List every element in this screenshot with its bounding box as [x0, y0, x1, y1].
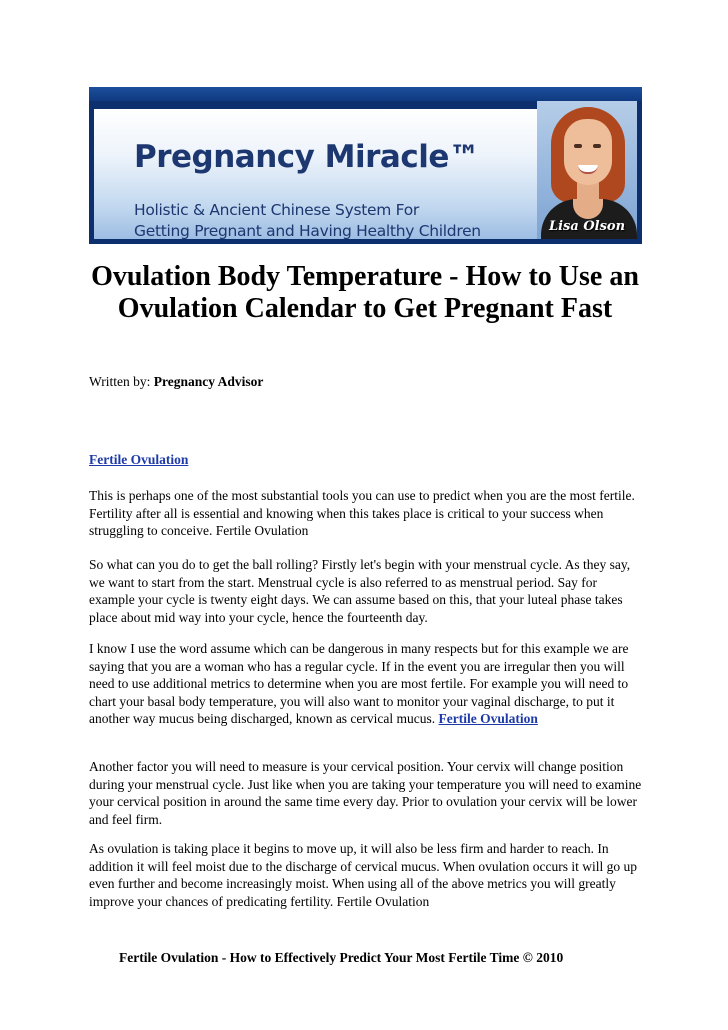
- paragraph-2: So what can you do to get the ball rolling? Firstly let's begin with your menstrual cycle. As they say, we want to start from the start. Menstrual cycle is also referred to as menstrual period. Say for example your cycle is twenty eight days. We can assume based on this, that your luteal phase takes place about mid way into your cycle, hence the fourteenth day.: [89, 557, 631, 625]
- author-signature: Lisa Olson: [548, 219, 626, 234]
- portrait-face: [564, 119, 612, 185]
- banner-image: [89, 87, 642, 244]
- portrait-eye-right: [593, 144, 601, 148]
- byline-label: Written by:: [89, 374, 151, 389]
- author-portrait: [537, 101, 637, 239]
- banner-title: Pregnancy Miracle™: [134, 139, 480, 175]
- fertile-ovulation-link[interactable]: Fertile Ovulation: [89, 452, 189, 467]
- paragraph-4: Another factor you will need to measure is your cervical position. Your cervix will change position during your menstrual cycle. Just like when you are taking your temperature you will need to examine your cervical position in around the same time every day. Prior to ovulation your cervix will be lower and feel firm.: [89, 759, 642, 827]
- inline-fertile-ovulation-link[interactable]: Fertile Ovulation: [438, 711, 538, 727]
- banner-subtitle-line1: Holistic & Ancient Chinese System For: [134, 201, 419, 219]
- paragraph-3-text: I know I use the word assume which can be dangerous in many respects but for this example we are saying that you are a woman who has a regular cycle. If in the event you are irregular then you will need to use additional metrics to determine when you are most fertile. For example you will need to chart your basal body temperature, you will also want to monitor your vaginal discharge, to put it another way mucus being discharged, known as cervical mucus.: [89, 641, 629, 727]
- byline: [89, 374, 263, 390]
- footer-text: Fertile Ovulation - How to Effectively Predict Your Most Fertile Time © 2010: [119, 950, 564, 965]
- section-link-paragraph: [89, 452, 188, 468]
- banner-top-bar: [89, 87, 642, 101]
- paragraph-1: This is perhaps one of the most substantial tools you can use to predict when you are the most fertile. Fertility after all is essential and knowing when this takes place is critical to your success when struggling to conceive. Fertile Ovulation: [89, 488, 635, 539]
- portrait-eye-left: [574, 144, 582, 148]
- banner-subtitle-line2: Getting Pregnant and Having Healthy Children: [134, 222, 481, 240]
- paragraph-3: [89, 640, 644, 728]
- paragraph-5: As ovulation is taking place it begins to move up, it will also be less firm and harder to reach. In addition it will feel moist due to the discharge of cervical mucus. When ovulation occurs it will go up even further and become increasingly moist. When using all of the above metrics you will greatly improve your chances of predicating fertility. Fertile Ovulation: [89, 841, 638, 909]
- article-title: Ovulation Body Temperature - How to Use an Ovulation Calendar to Get Pregnant Fast: [91, 261, 639, 324]
- byline-author: Pregnancy Advisor: [153, 374, 264, 389]
